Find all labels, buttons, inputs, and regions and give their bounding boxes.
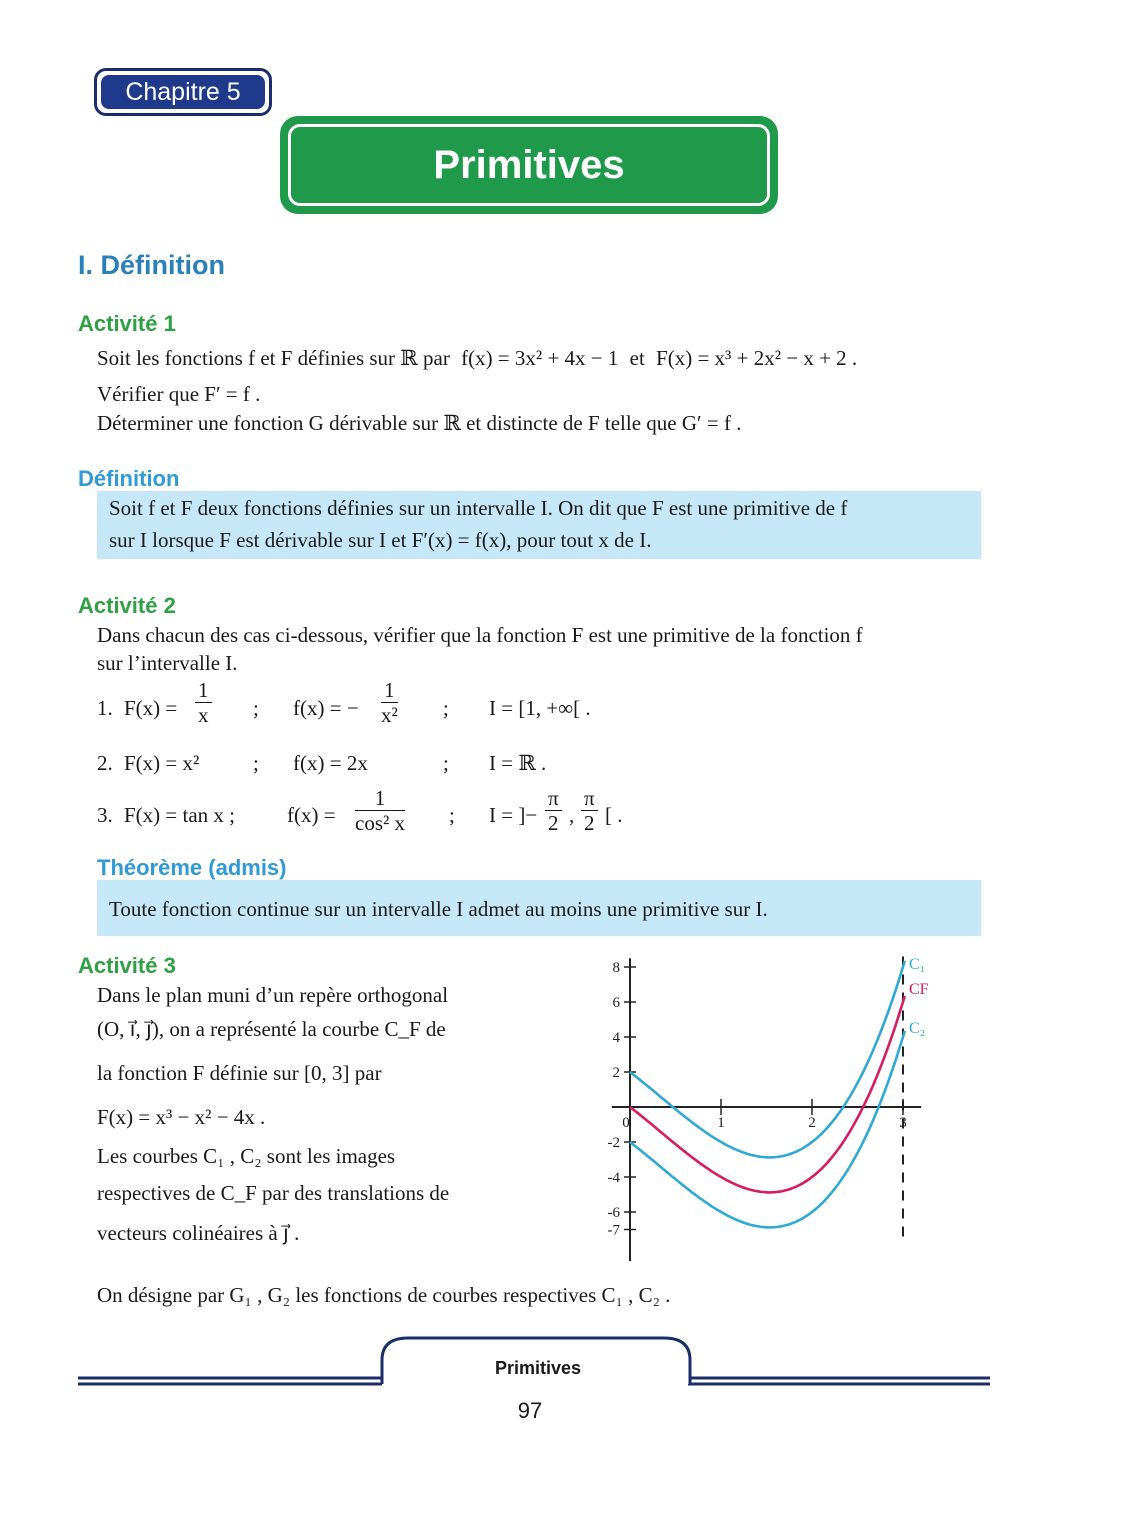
- curve-label-C2: C₂: [909, 1020, 926, 1038]
- activite3-line2: (O, i⃗, j⃗), on a représenté la courbe C_F de: [97, 1017, 446, 1041]
- item3-I-end: [ .: [605, 803, 623, 827]
- activite1-line1-text: Soit les fonctions f et F définies sur ℝ par: [97, 346, 450, 370]
- y-tick-label: 8: [612, 960, 620, 976]
- activite2-item-2: [97, 748, 547, 778]
- chapter-title-box: [280, 116, 778, 214]
- item1-sep2: ;: [443, 696, 449, 720]
- activite3-line6: respectives de C_F par des translations de: [97, 1181, 450, 1205]
- activite3-line1: Dans le plan muni d’un repère orthogonal: [97, 983, 449, 1007]
- item1-f-frac: [381, 678, 398, 727]
- y-tick-label: -6: [607, 1205, 620, 1221]
- item1-F-frac: [195, 678, 212, 727]
- item1-num: 1.: [97, 696, 113, 720]
- activite1-heading: Activité 1: [78, 311, 176, 336]
- activite3-line7: vecteurs colinéaires à j⃗ .: [97, 1221, 300, 1245]
- item2-num: 2.: [97, 751, 113, 775]
- y-tick-label: 6: [612, 995, 620, 1011]
- activite2-intro1: Dans chacun des cas ci-dessous, vérifier que la fonction F est une primitive de la fonction f: [97, 623, 863, 647]
- item3-I-comma: ,: [569, 803, 575, 827]
- section-heading: I. Définition: [78, 250, 225, 280]
- item3-I-b-den: 2: [584, 811, 595, 835]
- activite3-line5: Les courbes C₁ , C₂ sont les images: [97, 1144, 396, 1168]
- activite3-closing: On désigne par G₁ , G₂ les fonctions de courbes respectives C₁ , C₂ .: [97, 1283, 671, 1307]
- activite3-chart: [580, 944, 940, 1274]
- activite1-line2: Vérifier que F′ = f .: [97, 382, 261, 406]
- item3-f-lhs: f(x) =: [287, 803, 336, 827]
- curve-C2: [630, 1031, 905, 1227]
- activite1-f-expr: f(x) = 3x² + 4x − 1: [461, 346, 619, 370]
- definition-line2: sur I lorsque F est dérivable sur I et F′(x) = f(x), pour tout x de I.: [109, 528, 652, 552]
- item3-I-frac-a: [545, 786, 562, 835]
- activite3-line4: F(x) = x³ − x² − 4x .: [97, 1105, 266, 1129]
- curve-CF: [630, 996, 905, 1192]
- y-tick-label: -4: [607, 1170, 620, 1186]
- theoreme-heading: Théorème (admis): [97, 855, 287, 880]
- item1-sep1: ;: [253, 696, 259, 720]
- item3-f-frac: [355, 786, 405, 835]
- activite2-item-3: [97, 786, 657, 846]
- item3-num: 3.: [97, 803, 113, 827]
- activite1-and: et: [629, 346, 645, 370]
- item3-sep: ;: [449, 803, 455, 827]
- item2-I: I = ℝ .: [489, 751, 547, 775]
- item3-I-lhs: I = ]−: [489, 803, 538, 827]
- item1-I: I = [1, +∞[ .: [489, 696, 591, 720]
- item1-f-den: x²: [381, 703, 398, 727]
- activite1-line1: [97, 343, 857, 373]
- chapter-title: Primitives: [288, 124, 770, 206]
- x-tick-label: 1: [717, 1115, 725, 1131]
- item2-sep1: ;: [253, 751, 259, 775]
- page-number: 97: [517, 1398, 543, 1423]
- theoreme-box: [97, 880, 981, 936]
- activite1-line3: Déterminer une fonction G dérivable sur ℝ et distincte de F telle que G′ = f .: [97, 411, 742, 435]
- activite2-heading: Activité 2: [78, 593, 176, 618]
- item2-f: f(x) = 2x: [293, 751, 368, 775]
- item1-F-lhs: F(x) =: [124, 696, 178, 720]
- curve-label-C1: C₁: [909, 956, 926, 974]
- item2-F: F(x) = x²: [124, 751, 200, 775]
- x-tick-label: 0: [622, 1115, 630, 1131]
- curve-label-CF: CF: [909, 981, 929, 999]
- item3-F: F(x) = tan x ;: [124, 803, 235, 827]
- theoreme-text: Toute fonction continue sur un intervalle I admet au moins une primitive sur I.: [109, 897, 768, 921]
- item3-I-a-num: π: [545, 786, 562, 811]
- definition-box: [97, 491, 981, 559]
- definition-heading: Définition: [78, 466, 180, 491]
- definition-line1: Soit f et F deux fonctions définies sur un intervalle I. On dit que F est une primitive de f: [109, 496, 848, 520]
- item1-f-num: 1: [381, 678, 398, 703]
- item3-f-den: cos² x: [355, 811, 406, 835]
- activite3-line3: la fonction F définie sur [0, 3] par: [97, 1061, 382, 1085]
- y-tick-label: -2: [607, 1135, 620, 1151]
- item1-F-den: x: [198, 703, 209, 727]
- y-tick-label: 4: [612, 1030, 620, 1046]
- y-tick-label: -7: [607, 1222, 620, 1239]
- chapter-label: Chapitre 5: [101, 75, 265, 109]
- chapter-badge: [94, 68, 272, 116]
- curve-C1: [630, 961, 905, 1157]
- footer-label: Primitives: [494, 1358, 582, 1378]
- item3-I-frac-b: [581, 786, 598, 835]
- item2-sep2: ;: [443, 751, 449, 775]
- y-tick-label: 2: [612, 1065, 620, 1081]
- activite2-intro2: sur l’intervalle I.: [97, 651, 238, 675]
- x-tick-label: 2: [808, 1115, 816, 1131]
- x-tick-label: 3: [899, 1115, 907, 1131]
- activite1-F-expr: F(x) = x³ + 2x² − x + 2 .: [656, 346, 858, 370]
- item3-I-a-den: 2: [548, 811, 559, 835]
- item3-f-num: 1: [355, 786, 405, 811]
- item3-I-b-num: π: [581, 786, 598, 811]
- item1-f-lhs: f(x) = −: [293, 696, 359, 720]
- activite3-heading: Activité 3: [78, 953, 176, 978]
- item1-F-num: 1: [195, 678, 212, 703]
